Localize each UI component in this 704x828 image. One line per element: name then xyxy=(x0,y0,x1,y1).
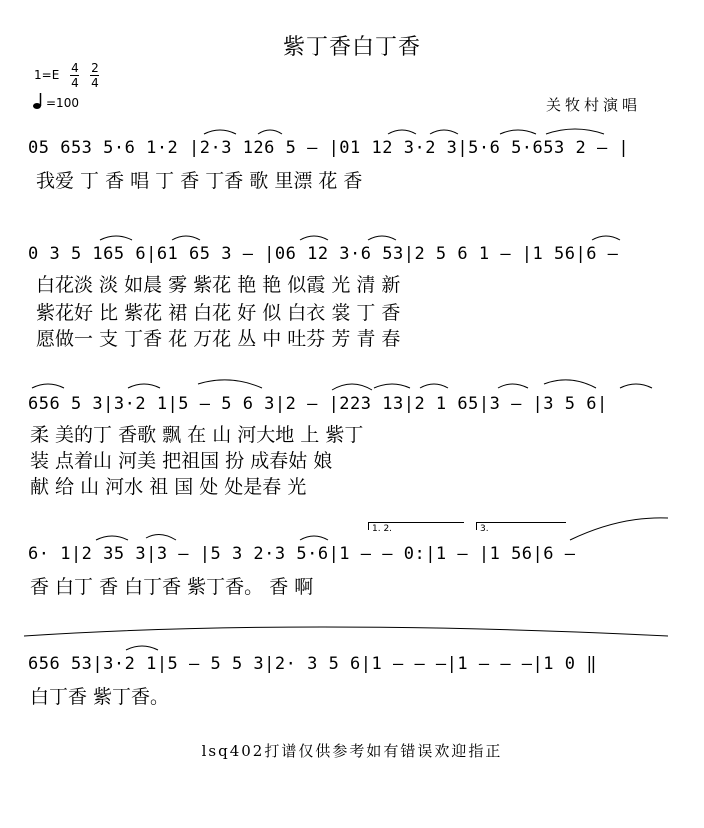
notation-row-1: 05 653 5·6 1·2 |2·3 126 5 – |01 12 3·2 3|5·6 5·653 2 – | xyxy=(28,138,630,158)
key-signature: 1=E xyxy=(34,68,60,82)
volta-ending-1-2: 1. 2. xyxy=(372,524,393,534)
meter-2-numerator: 2 xyxy=(91,61,99,75)
quarter-note-icon xyxy=(32,92,46,110)
lyric-row-2-verse-3: 愿做一 支 丁香 花 万花 丛 中 吐芬 芳 青 春 xyxy=(36,328,401,350)
meter-1-numerator: 4 xyxy=(71,61,79,75)
notation-row-2: 0 3 5 165 6|61 65 3 – |06 12 3·6 53|2 5 6 1 – |1 56|6 – xyxy=(28,244,619,264)
volta-ending-3: 3. xyxy=(480,524,489,534)
meter-1-denominator: 4 xyxy=(71,76,79,90)
volta-bracket-1 xyxy=(368,522,464,523)
notation-row-5: 656 53|3·2 1|5 – 5 5 3|2· 3 5 6|1 – – –|1 – – –|1 0 ‖ xyxy=(28,654,597,674)
volta-bracket-2-tick xyxy=(476,522,477,530)
lyric-row-5-verse-1: 白丁香 紫丁香。 xyxy=(30,686,170,708)
lyric-row-3-verse-2: 装 点着山 河美 把祖国 扮 成春姑 娘 xyxy=(30,450,333,472)
notation-row-3: 656 5 3|3·2 1|5 – 5 6 3|2 – |223 13|2 1 65|3 – |3 5 6| xyxy=(28,394,608,414)
meter-2-denominator: 4 xyxy=(91,76,99,90)
lyric-row-2-verse-2: 紫花好 比 紫花 裙 白花 好 似 白衣 裳 丁 香 xyxy=(36,302,401,324)
tempo-marking: =100 xyxy=(46,96,79,110)
lyric-row-1-verse-1: 我爱 丁 香 唱 丁 香 丁香 歌 里漂 花 香 xyxy=(36,170,363,192)
volta-bracket-1-tick xyxy=(368,522,369,530)
notation-row-4: 6· 1|2 35 3|3 – |5 3 2·3 5·6|1 – – 0:|1 – |1 56|6 – xyxy=(28,544,576,564)
performer-credit: 关牧村演唱 xyxy=(546,96,642,114)
page-title: 紫丁香白丁香 xyxy=(282,35,421,60)
lyric-row-2-verse-1: 白花淡 淡 如晨 雾 紫花 艳 艳 似霞 光 清 新 xyxy=(36,274,401,296)
lyric-row-4-verse-1: 香 白丁 香 白丁香 紫丁香。 香 啊 xyxy=(30,576,314,598)
lyric-row-3-verse-3: 献 给 山 河水 祖 国 处 处是春 光 xyxy=(30,476,307,498)
footer-credit: lsq402打谱仅供参考如有错误欢迎指正 xyxy=(201,742,503,760)
volta-bracket-2 xyxy=(476,522,566,523)
lyric-row-3-verse-1: 柔 美的丁 香歌 飘 在 山 河大地 上 紫丁 xyxy=(30,424,364,446)
